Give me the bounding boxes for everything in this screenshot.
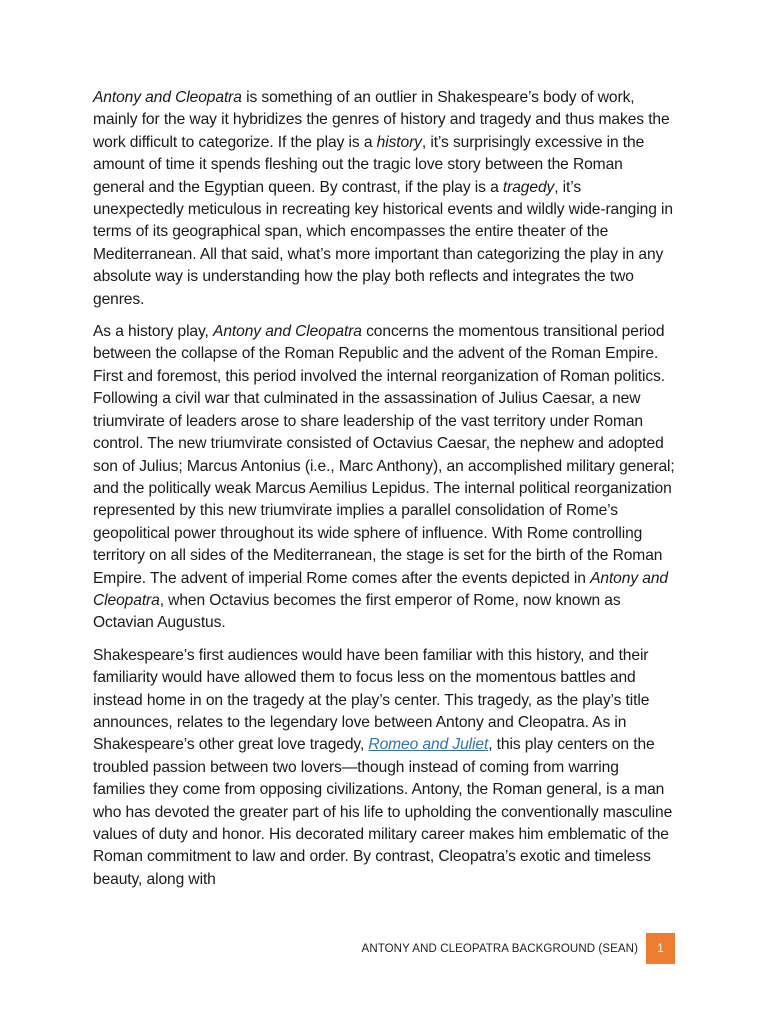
text-run: , this play centers on the troubled passion between two lovers—though instead of coming from warring families they come from opposing civilizations. Antony, the Roman general, is a man who has devoted the greater part of his life to upholding the conventionally masculine values of duty and honor. His decorated military career makes him emblematic of the Roman commitment to law and order. By contrast, Cleopatra’s exotic and timeless beauty, along with xyxy=(93,736,673,888)
text-run: Antony and Cleopatra xyxy=(93,569,668,609)
romeo-and-juliet-link[interactable]: Romeo and Juliet xyxy=(368,736,489,754)
page-number-badge: 1 xyxy=(646,933,675,964)
text-run: history xyxy=(376,133,422,151)
text-run: As a history play, xyxy=(93,323,214,341)
text-run: , when Octavius becomes the first emperor of Rome, now known as Octavian Augustus. xyxy=(93,591,621,632)
text-run: Shakespeare’s first audiences would have been familiar with this history, and their familiarity would have allowed them to focus less on the momentous battles and instead home in on the tragedy at the play’s center. This tragedy, as the play’s title announces, relates to the legendary love between Antony and Cleopatra. As in Shakespeare’s other great love tragedy, xyxy=(93,646,650,754)
text-run: concerns the momentous transitional period between the collapse of the Roman Republic and the advent of the Roman Empire. First and foremost, this period involved the internal reorganization of Roman politics. Following a civil war that culminated in the assassination of Julius Caesar, a new triumvirate of leaders arose to share leadership of the vast territory under Roman control. The new triumvirate consisted of Octavius Caesar, the nephew and adopted son of Julius; Marcus Antonius (i.e., Marc Anthony), an accomplished military general; and the politically weak Marcus Aemilius Lepidus. The internal political reorganization represented by this new triumvirate implies a parallel consolidation of Rome’s geopolitical power throughout its wide sphere of influence. With Rome controlling territory on all sides of the Mediterranean, the stage is set for the birth of the Roman Empire. The advent of imperial Rome comes after the events depicted in xyxy=(93,323,675,587)
text-run: , it’s unexpectedly meticulous in recreating key historical events and wildly wide-ranging in terms of its geographical span, which encompasses the entire theater of the Mediterranean. All that said, what’s more important than categorizing the play in any absolute way is understanding how the play both reflects and integrates the two genres. xyxy=(93,178,673,308)
document-body xyxy=(93,87,675,901)
footer-title: ANTONY AND CLEOPATRA BACKGROUND (SEAN) xyxy=(361,942,638,955)
text-run: Antony and Cleopatra xyxy=(213,323,362,341)
text-run: tragedy xyxy=(502,178,555,196)
text-run: , it’s surprisingly excessive in the amount of time it spends fleshing out the tragic love story between the Roman general and the Egyptian queen. By contrast, if the play is a xyxy=(93,133,645,196)
paragraph-2 xyxy=(93,321,675,635)
text-run: Antony and Cleopatra xyxy=(93,89,242,106)
page-footer xyxy=(362,933,675,964)
paragraph-1 xyxy=(93,87,675,311)
paragraph-3 xyxy=(93,645,675,891)
text-run: is something of an outlier in Shakespeare’s body of work, mainly for the way it hybridizes the genres of history and tragedy and thus makes the work difficult to categorize. If the play is a xyxy=(93,89,670,151)
